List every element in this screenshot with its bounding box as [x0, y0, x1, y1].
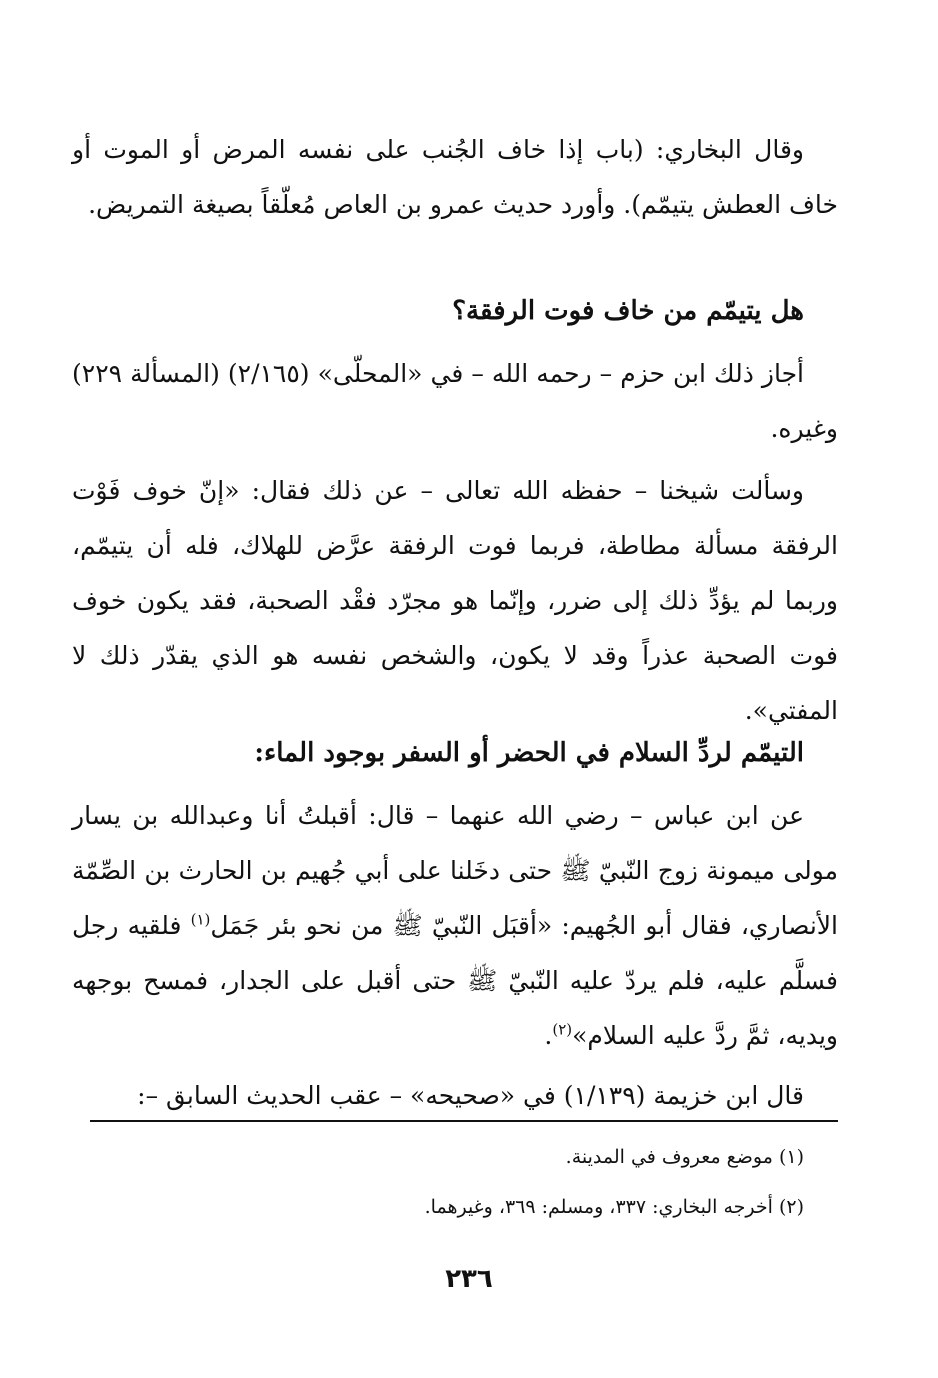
footnote-marker: (٢) — [552, 1020, 573, 1039]
heading-text: هل يتيمّم من خاف فوت الرفقة؟ — [452, 296, 804, 326]
page-number: ٢٣٦ — [445, 1264, 493, 1294]
section-heading-salam — [72, 733, 838, 773]
paragraph-hadith-ibn-abbas — [72, 788, 838, 1063]
hadith-text-part: عن ابن عباس – رضي الله عنهما – قال: أقبلتُ أنا وعبدالله بن يسار مولى ميمونة زوج النّبيّ ﷺ حتى دخَلنا على أبي جُهيم بن الحارث بن الصِّمّة الأنصاري، فقال أبو الجُهيم: «أقبَل النّبيّ ﷺ من نحو بئر جَمَل — [72, 801, 838, 940]
paragraph-ibn-hazm — [72, 346, 838, 456]
paragraph-sheikh-answer — [72, 463, 838, 738]
footnote-divider — [90, 1120, 838, 1122]
paragraph-text: أجاز ذلك ابن حزم – رحمه الله – في «المحلّى» (٢/١٦٥) (المسألة ٢٢٩) وغيره. — [72, 359, 838, 443]
paragraph-text — [72, 788, 838, 1063]
heading-text: التيمّم لردِّ السلام في الحضر أو السفر بوجود الماء: — [254, 738, 804, 768]
paragraph-text: قال ابن خزيمة (١/١٣٩) في «صحيحه» – عقب الحديث السابق –: — [137, 1081, 804, 1110]
footnote-1: (١) موضع معروف في المدينة. — [565, 1146, 804, 1168]
paragraph-ibn-khuzaima — [72, 1068, 838, 1123]
hadith-text-part: فلقيه رجل فسلَّم عليه، فلم يردّ عليه النّبيّ ﷺ حتى أقبل على الجدار، فمسح بوجهه ويديه، ثمَّ ردَّ عليه السلام» — [72, 911, 838, 1050]
section-heading-rufqa — [72, 291, 838, 331]
paragraph-text: وسألت شيخنا – حفظه الله تعالى – عن ذلك فقال: «إنّ خوف فَوْت الرفقة مسألة مطاطة، فربما فوت الرفقة عرَّض للهلاك، فله أن يتيمّم، وربما لم يؤدِّ ذلك إلى ضرر، وإنّما هو مجرّد فقْد الصحبة، فقد يكون خوف فوت الصحبة عذراً وقد لا يكون، والشخص نفسه هو الذي يقدّر ذلك لا المفتي». — [72, 476, 838, 725]
footnote-marker: (١) — [190, 910, 211, 929]
paragraph-text: وقال البخاري: (باب إذا خاف الجُنب على نفسه المرض أو الموت أو خاف العطش يتيمّم). وأورد حديث عمرو بن العاص مُعلّقاً بصيغة التمريض. — [72, 135, 838, 219]
footnote-2: (٢) أخرجه البخاري: ٣٣٧، ومسلم: ٣٦٩، وغيرهما. — [424, 1196, 804, 1218]
paragraph-bukhari-chapter — [72, 122, 838, 232]
hadith-text-part: . — [544, 1021, 553, 1050]
